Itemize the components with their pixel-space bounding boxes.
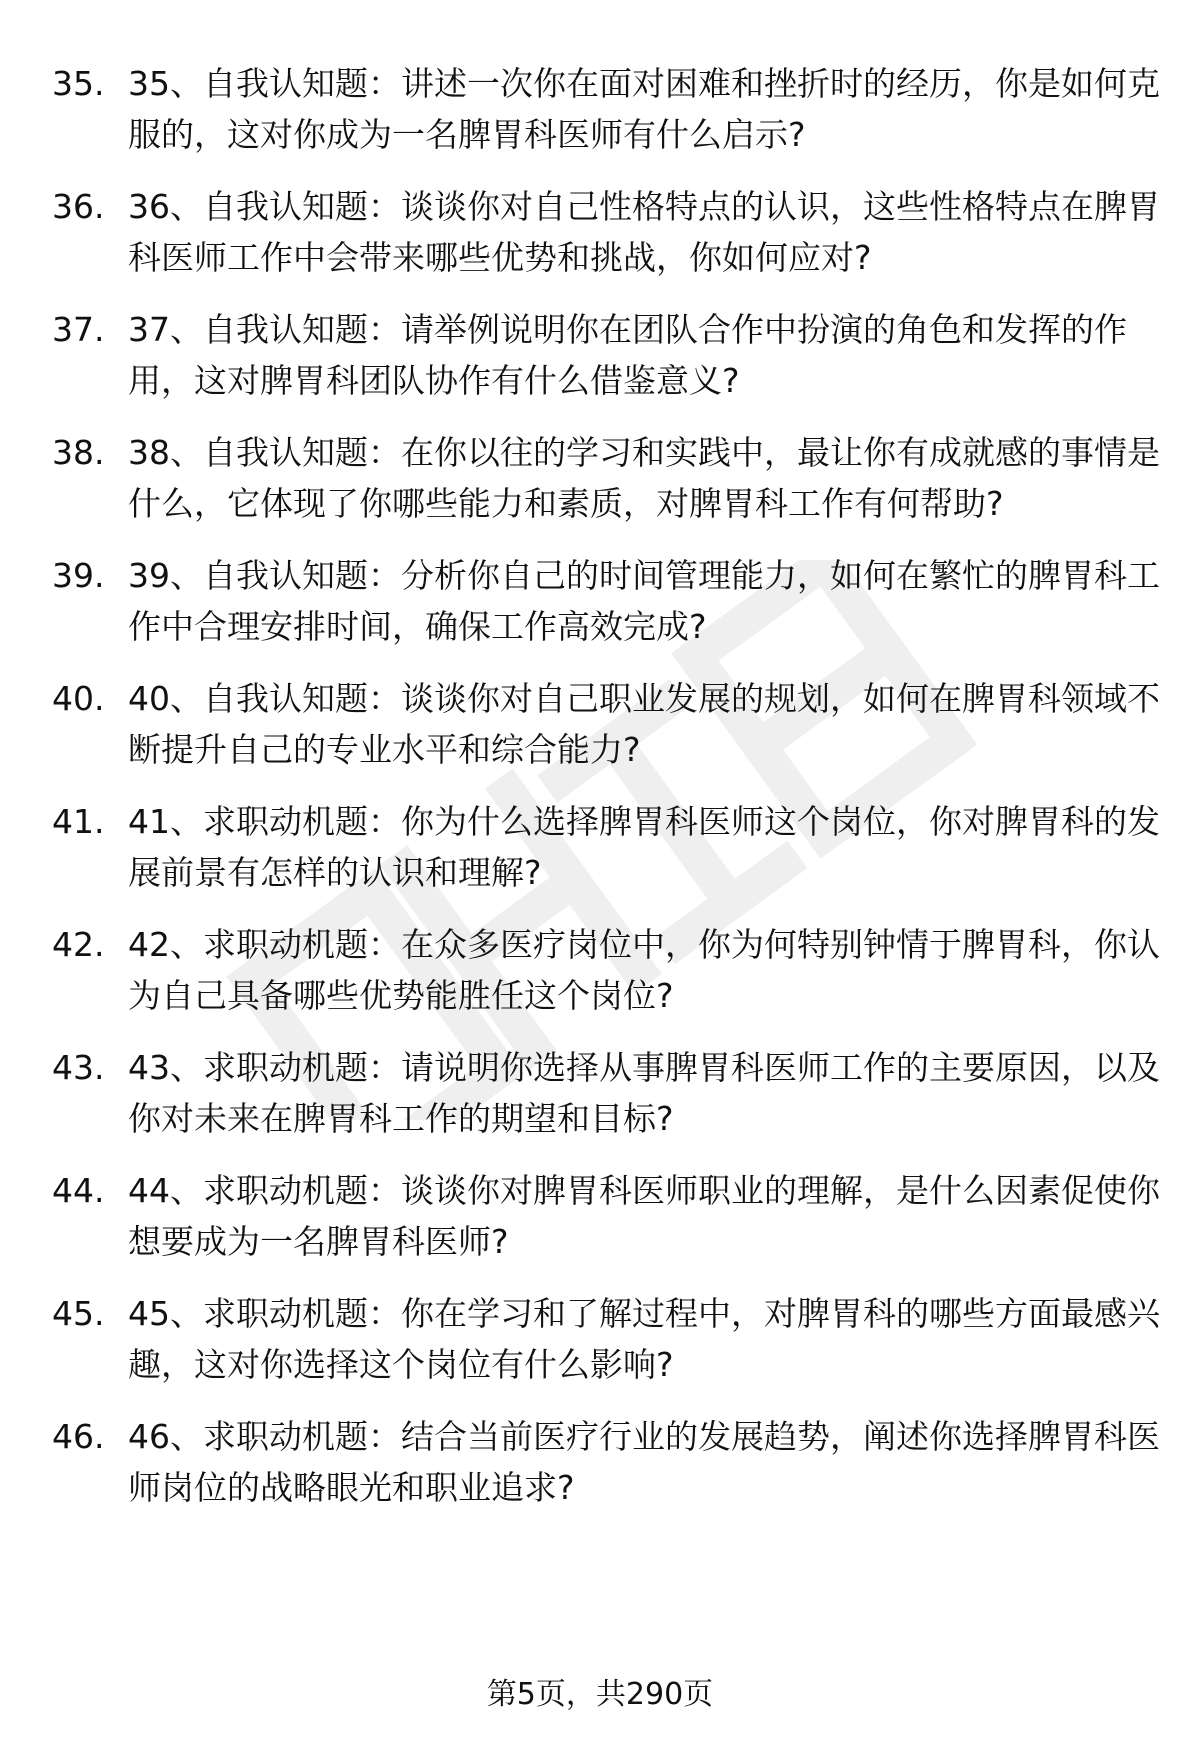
question-number: 43. [52, 1048, 105, 1087]
question-text: 37、自我认知题：请举例说明你在团队合作中扮演的角色和发挥的作用，这对脾胃科团队协作有什么借鉴意义? [128, 310, 1127, 400]
list-item [52, 796, 1162, 898]
question-number: 40. [52, 679, 105, 718]
question-text: 39、自我认知题：分析你自己的时间管理能力，如何在繁忙的脾胃科工作中合理安排时间，确保工作高效完成? [128, 556, 1160, 646]
question-list [52, 58, 1162, 1534]
question-number: 38. [52, 433, 105, 472]
question-text: 43、求职动机题：请说明你选择从事脾胃科医师工作的主要原因，以及你对未来在脾胃科工作的期望和目标? [128, 1048, 1160, 1138]
list-item [52, 673, 1162, 775]
list-item [52, 1288, 1162, 1390]
question-text: 36、自我认知题：谈谈你对自己性格特点的认识，这些性格特点在脾胃科医师工作中会带来哪些优势和挑战，你如何应对? [128, 187, 1160, 277]
question-text: 40、自我认知题：谈谈你对自己职业发展的规划，如何在脾胃科领域不断提升自己的专业水平和综合能力? [128, 679, 1160, 769]
list-item [52, 1411, 1162, 1513]
question-text: 45、求职动机题：你在学习和了解过程中，对脾胃科的哪些方面最感兴趣，这对你选择这个岗位有什么影响? [128, 1294, 1160, 1384]
list-item [52, 1042, 1162, 1144]
question-number: 35. [52, 64, 105, 103]
question-number: 41. [52, 802, 105, 841]
list-item [52, 919, 1162, 1021]
question-number: 39. [52, 556, 105, 595]
page-number-footer: 第5页，共290页 [486, 1677, 714, 1712]
question-number: 45. [52, 1294, 105, 1333]
question-text: 41、求职动机题：你为什么选择脾胃科医师这个岗位，你对脾胃科的发展前景有怎样的认识和理解? [128, 802, 1160, 892]
question-text: 35、自我认知题：讲述一次你在面对困难和挫折时的经历，你是如何克服的，这对你成为一名脾胃科医师有什么启示? [128, 64, 1160, 154]
list-item [52, 1165, 1162, 1267]
question-text: 42、求职动机题：在众多医疗岗位中，你为何特别钟情于脾胃科，你认为自己具备哪些优势能胜任这个岗位? [128, 925, 1160, 1015]
question-number: 37. [52, 310, 105, 349]
list-item [52, 58, 1162, 160]
question-text: 44、求职动机题：谈谈你对脾胃科医师职业的理解，是什么因素促使你想要成为一名脾胃科医师? [128, 1171, 1160, 1261]
list-item [52, 427, 1162, 529]
question-text: 46、求职动机题：结合当前医疗行业的发展趋势，阐述你选择脾胃科医师岗位的战略眼光和职业追求? [128, 1417, 1160, 1507]
list-item [52, 181, 1162, 283]
list-item [52, 304, 1162, 406]
question-number: 46. [52, 1417, 105, 1456]
question-number: 42. [52, 925, 105, 964]
list-item [52, 550, 1162, 652]
question-number: 36. [52, 187, 105, 226]
question-text: 38、自我认知题：在你以往的学习和实践中，最让你有成就感的事情是什么，它体现了你哪些能力和素质，对脾胃科工作有何帮助? [128, 433, 1160, 523]
question-number: 44. [52, 1171, 105, 1210]
